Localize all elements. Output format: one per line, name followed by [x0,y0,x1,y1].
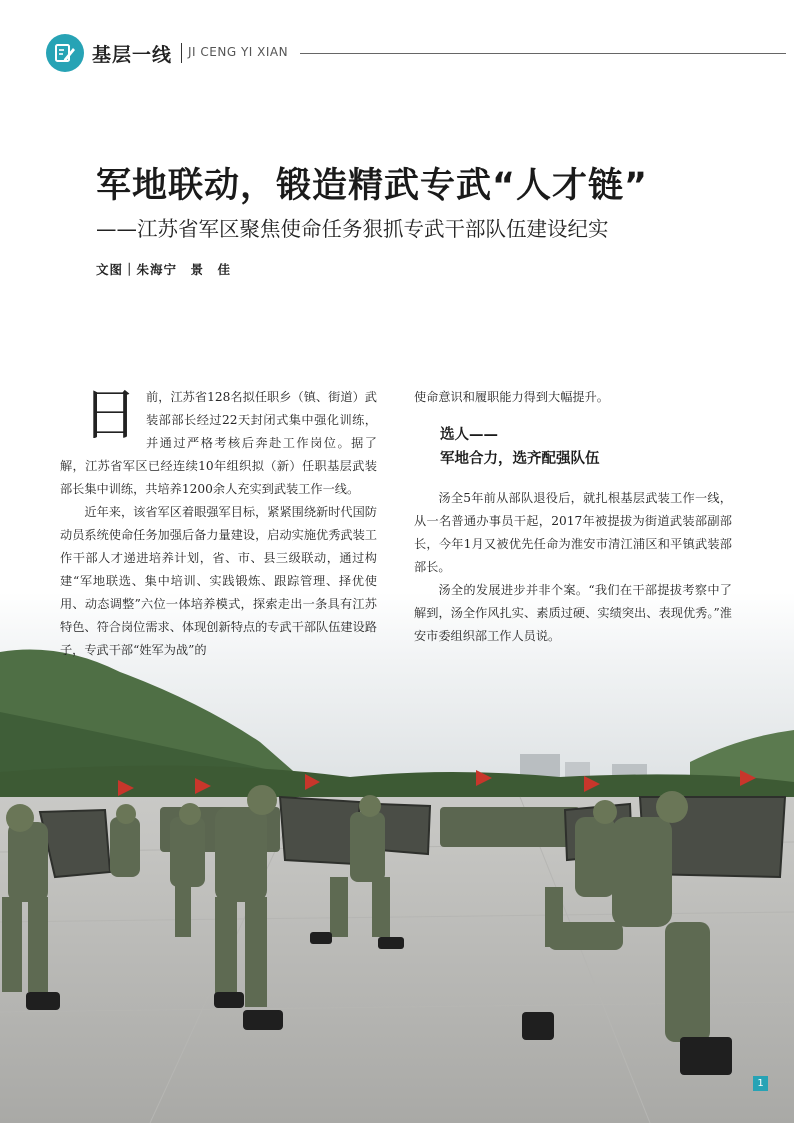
page-number: 1 [753,1076,768,1091]
article-column-left [60,383,377,662]
header-divider [181,43,182,63]
article-subtitle: ——江苏省军区聚焦使命任务狠抓专武干部队伍建设纪实 [96,217,609,241]
header-rule [300,53,786,54]
paragraph-tangquan: 汤全5年前从部队退役后，就扎根基层武装工作一线，从一名普通办事员干起，2017年被提拔为街道武装部副部长，今年1月又被优先任命为淮安市清江浦区和平镇武装部部长。 [414,491,732,574]
paragraph-quote: 汤全的发展进步并非个案。“我们在干部提拔考察中了解到，汤全作风扎实、素质过硬、实绩突出、表现优秀。”淮安市委组织部工作人员说。 [414,583,732,643]
article-byline: 文图｜朱海宁 景 佳 [96,262,232,277]
section-heading-line-2: 军地合力，选齐配强队伍 [440,451,600,467]
section-pinyin: JI CENG YI XIAN [188,45,289,59]
section-heading-line-1: 选人—— [440,427,498,443]
section-heading [414,423,732,471]
drop-cap: 日 [82,383,138,448]
paragraph-background: 近年来，该省军区着眼强军目标，紧紧围绕新时代国防动员系统使命任务加强后备力量建设，启动实施优秀武装工作干部人才递进培养计划，省、市、县三级联动，通过构建“军地联选、集中培训、实践锻炼、跟踪管理、择优使用、动态调整”六位一体培养模式，探索走出一条具有江苏特色、符合岗位需求、体现创新特点的专武干部队伍建设路子，专武干部“姓军为战”的 [60,505,377,657]
paragraph-continuation: 使命意识和履职能力得到大幅提升。 [414,390,609,404]
section-title: 基层一线 [92,44,173,66]
article-column-right [414,386,732,648]
militia-shield-training-photo [0,592,794,1123]
paragraph-intro: 前，江苏省128名拟任职乡（镇、街道）武装部部长经过22天封闭式集中强化训练，并通过严格考核后奔赴工作岗位。据了解，江苏省军区已经连续10年组织拟（新）任职基层武装部长集中训练，共培养1200余人充实到武装工作一线。 [60,390,377,496]
article-title: 军地联动，锻造精武专武“人才链” [96,166,649,206]
pen-edit-icon [46,34,84,72]
